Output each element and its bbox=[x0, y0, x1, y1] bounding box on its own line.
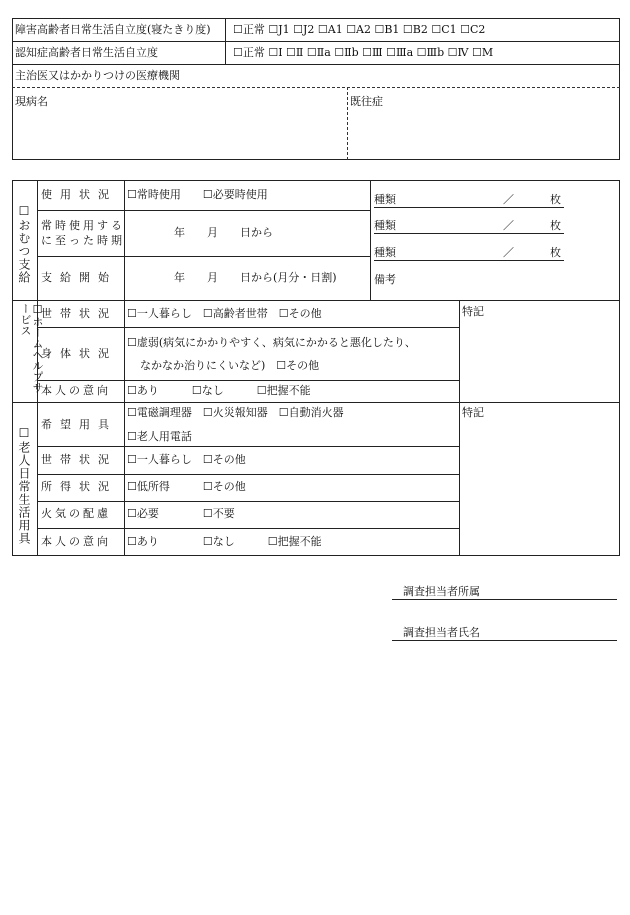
supply-start-label: 支給開始 bbox=[41, 271, 117, 284]
divider bbox=[37, 528, 459, 529]
bedridden-level-options[interactable]: ☐正常 ☐J1 ☐J2 ☐A1 ☐A2 ☐B1 ☐B2 ☐C1 ☐C2 bbox=[233, 23, 486, 36]
desired-equipment-label: 希望用具 bbox=[41, 418, 117, 431]
divider bbox=[12, 300, 620, 301]
current-illness-label: 現病名 bbox=[15, 95, 48, 108]
start-period-label-1: 常時使用する bbox=[41, 219, 125, 232]
diaper-section-label[interactable]: ☐おむつ支給 bbox=[17, 204, 31, 284]
surveyor-affiliation-field[interactable] bbox=[392, 599, 617, 600]
divider bbox=[37, 327, 459, 328]
physical-condition-option-1[interactable]: ☐虚弱(病気にかかりやすく、病気にかかると悪化したり、 bbox=[127, 336, 416, 349]
supply-start-value[interactable]: 年 月 日から(月分・日割) bbox=[174, 271, 337, 284]
fire-consideration-options[interactable]: ☐必要 ☐不要 bbox=[127, 507, 235, 520]
household-options[interactable]: ☐一人暮らし ☐高齢者世帯 ☐その他 bbox=[127, 307, 322, 320]
equip-household-label: 世帯状況 bbox=[41, 453, 117, 466]
divider bbox=[37, 210, 370, 211]
remarks-label: 備考 bbox=[374, 273, 396, 286]
start-period-value[interactable]: 年 月 日から bbox=[174, 226, 273, 239]
dementia-level-options[interactable]: ☐正常 ☐Ⅰ ☐Ⅱ ☐Ⅱa ☐Ⅱb ☐Ⅲ ☐Ⅲa ☐Ⅲb ☐Ⅳ ☐M bbox=[233, 46, 494, 59]
type-sep-3: ／ bbox=[503, 246, 514, 259]
divider bbox=[12, 41, 620, 42]
bedridden-level-label: 障害高齢者日常生活自立度(寝たきり度) bbox=[15, 23, 211, 36]
type-label-2: 種類 bbox=[374, 219, 396, 232]
type-sep-1: ／ bbox=[503, 193, 514, 206]
fire-consideration-label: 火気の配慮 bbox=[41, 507, 111, 520]
type-sep-2: ／ bbox=[503, 219, 514, 232]
income-status-label: 所得状況 bbox=[41, 480, 117, 493]
divider bbox=[347, 87, 348, 160]
past-history-label: 既往症 bbox=[350, 95, 383, 108]
divider bbox=[37, 446, 459, 447]
divider bbox=[37, 380, 459, 381]
usage-status-options[interactable]: ☐常時使用 ☐必要時使用 bbox=[127, 188, 268, 201]
homehelp-notes-label: 特記 bbox=[462, 305, 484, 318]
homehelp-section-label[interactable]: ☐ホームヘルプサービス bbox=[19, 303, 44, 393]
type-unit-3: 枚 bbox=[550, 246, 561, 259]
type-unit-1: 枚 bbox=[550, 193, 561, 206]
type-unit-2: 枚 bbox=[550, 219, 561, 232]
equipment-notes-label: 特記 bbox=[462, 406, 484, 419]
equip-intention-options[interactable]: ☐あり ☐なし ☐把握不能 bbox=[127, 535, 322, 548]
divider bbox=[37, 501, 459, 502]
divider bbox=[12, 64, 620, 65]
intention-label: 本人の意向 bbox=[41, 384, 111, 397]
divider bbox=[37, 256, 370, 257]
type-underline-3[interactable] bbox=[374, 260, 564, 261]
intention-options[interactable]: ☐あり ☐なし ☐把握不能 bbox=[127, 384, 311, 397]
usage-status-label: 使用状況 bbox=[41, 188, 117, 201]
divider bbox=[37, 474, 459, 475]
equip-household-options[interactable]: ☐一人暮らし ☐その他 bbox=[127, 453, 246, 466]
physical-condition-option-2[interactable]: なかなか治りにくいなど) ☐その他 bbox=[140, 359, 320, 372]
divider bbox=[225, 18, 226, 64]
divider bbox=[12, 402, 620, 403]
desired-equipment-options-1[interactable]: ☐電磁調理器 ☐火災報知器 ☐自動消火器 bbox=[127, 406, 344, 419]
start-period-label-2: に至った時期 bbox=[41, 234, 125, 247]
type-label-3: 種類 bbox=[374, 246, 396, 259]
equip-intention-label: 本人の意向 bbox=[41, 535, 111, 548]
divider bbox=[459, 300, 460, 556]
household-label: 世帯状況 bbox=[41, 307, 117, 320]
divider bbox=[12, 87, 620, 88]
surveyor-name-label: 調査担当者氏名 bbox=[403, 626, 480, 639]
surveyor-name-field[interactable] bbox=[392, 640, 617, 641]
surveyor-affiliation-label: 調査担当者所属 bbox=[403, 585, 480, 598]
assessment-table bbox=[12, 18, 620, 160]
type-label-1: 種類 bbox=[374, 193, 396, 206]
dementia-level-label: 認知症高齢者日常生活自立度 bbox=[15, 46, 158, 59]
desired-equipment-options-2[interactable]: ☐老人用電話 bbox=[127, 430, 192, 443]
type-underline-1[interactable] bbox=[374, 207, 564, 208]
divider bbox=[370, 180, 371, 300]
physical-condition-label: 身体状況 bbox=[41, 347, 117, 360]
primary-doctor-label: 主治医又はかかりつけの医療機関 bbox=[15, 69, 180, 82]
type-underline-2[interactable] bbox=[374, 233, 564, 234]
equipment-section-label[interactable]: ☐老人日常生活用具 bbox=[17, 426, 31, 545]
income-status-options[interactable]: ☐低所得 ☐その他 bbox=[127, 480, 246, 493]
